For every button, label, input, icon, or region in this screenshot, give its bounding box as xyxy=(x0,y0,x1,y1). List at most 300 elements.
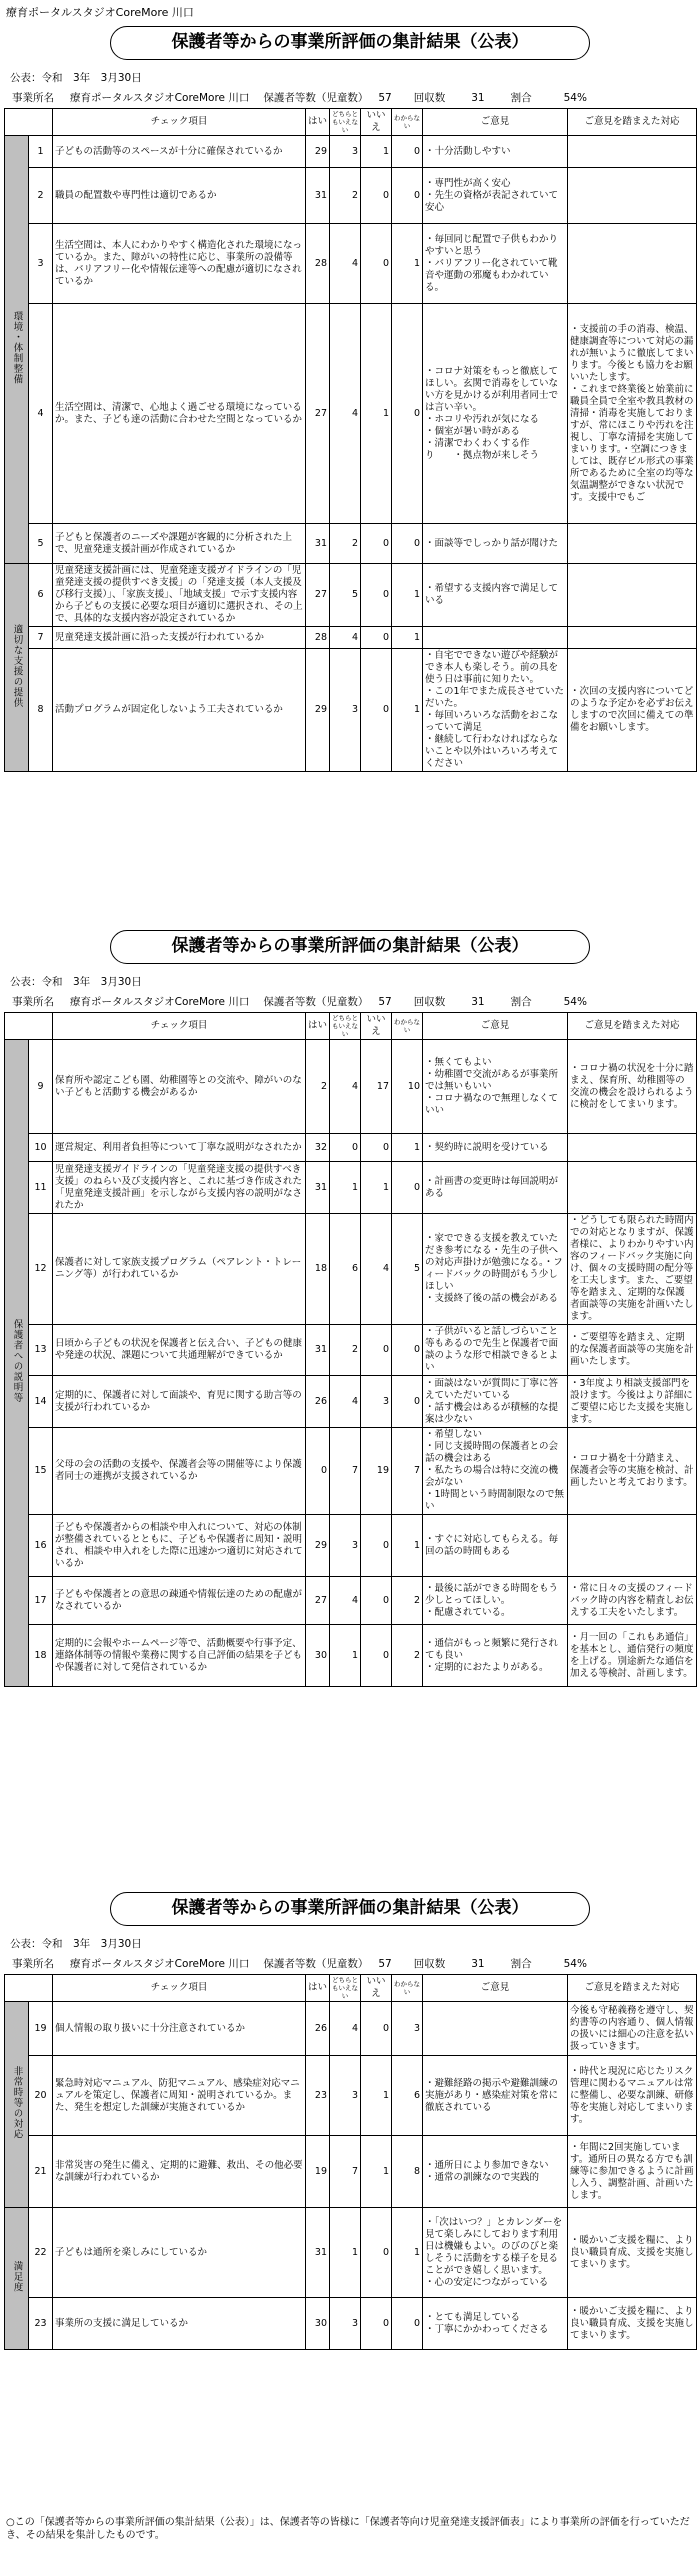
opinion-text: ・「次はいつ？」とカレンダーを見て楽しみにしております利用日は機嫌もよい。のびのびと楽しそうに活動をする様子を見ることができ嬉しく思います。 ・心の安定につながっている xyxy=(425,2216,563,2288)
table-row xyxy=(5,1040,697,1134)
item-number: 1 xyxy=(29,136,53,168)
count-yes: 28 xyxy=(306,627,330,649)
response-cell xyxy=(568,1134,697,1162)
table-row xyxy=(5,304,697,524)
opinion-text: ・とても満足している ・丁寧にかかわってくださる xyxy=(425,2311,549,2335)
opinion-text: ・面談はないが質問に丁寧に答えていただいている ・話す機会はあるが積極的な提案は少ない xyxy=(425,1377,559,1425)
count-unknown: 1 xyxy=(392,649,423,772)
category-label: 保護者への説明等 xyxy=(11,1319,23,1403)
item-number: 5 xyxy=(29,524,53,564)
response-text: ・ご要望等を踏まえ、定期的な保護者面談等の実施を計画いたします。 xyxy=(570,1332,694,1367)
table-row xyxy=(5,1214,697,1325)
category-label: 環境・体制整備 xyxy=(11,310,23,385)
count-no: 0 xyxy=(361,1625,392,1687)
count-unknown: 2 xyxy=(392,1625,423,1687)
table-row xyxy=(5,1428,697,1515)
opinion-cell xyxy=(423,2298,568,2350)
ratio-value: 54% xyxy=(563,996,587,1008)
opinion-cell xyxy=(423,649,568,772)
parents-value: 57 xyxy=(378,92,392,104)
responses-label: 回収数 xyxy=(413,92,446,104)
count-yes: 32 xyxy=(306,1134,330,1162)
opinion-text: ・家でできる支援を教えていただき参考になる・先生の子供への対応声掛けが勉強になる。・フィードバックの時間がもう少しほしい ・支援終了後の話の機会がある xyxy=(425,1233,563,1304)
response-text: ・暖かいご支援を糧に、より良い職員育成、支援を実施してまいります。 xyxy=(570,2234,694,2270)
evaluation-table xyxy=(4,108,697,772)
header-unknown: わからない xyxy=(392,1013,423,1040)
check-item-text: 児童発達支援ガイドラインの「児童発達支援の提供すべき支援」のねらい及び支援内容と、これに基づき作成された「児童発達支援計画」を示しながら支援内容の説明がなされたか xyxy=(53,1162,306,1214)
item-number: 11 xyxy=(29,1162,53,1214)
count-neither: 6 xyxy=(330,1214,361,1325)
header-check-item: チェック項目 xyxy=(53,1013,306,1040)
opinion-text: ・毎回同じ配置で子供もわかりやすいと思う ・バリアフリー化されていて靴音や運動の邪魔もわかれている。 xyxy=(425,233,559,293)
count-yes: 23 xyxy=(306,2056,330,2136)
responses-value: 31 xyxy=(471,1958,485,1970)
header-neither: どちらともいえない xyxy=(330,1975,361,2002)
category-cell xyxy=(5,2208,29,2350)
opinion-cell xyxy=(423,304,568,524)
count-unknown: 1 xyxy=(392,627,423,649)
evaluation-table xyxy=(4,1012,697,1687)
check-item-text: 生活空間は、清潔で、心地よく過ごせる環境になっているか。また、子ども達の活動に合わせた空間となっているか xyxy=(53,304,306,524)
count-neither: 4 xyxy=(330,2002,361,2056)
check-item-text: 生活空間は、本人にわかりやすく構造化された環境になっているか。また、障がいの特性に応じ、事業所の設備等は、バリアフリー化や情報伝達等への配慮が適切になされているか xyxy=(53,224,306,304)
parents-label: 保護者等数（児童数） xyxy=(263,1958,369,1970)
count-unknown: 1 xyxy=(392,1515,423,1577)
publish-date: 公表：令和 3年 3月30日 xyxy=(10,976,142,988)
category-cell xyxy=(5,2002,29,2208)
item-number: 16 xyxy=(29,1515,53,1577)
header-check-item: チェック項目 xyxy=(53,1975,306,2002)
header-response: ご意見を踏まえた対応 xyxy=(568,1975,697,2002)
count-neither: 1 xyxy=(330,1162,361,1214)
table-row xyxy=(5,224,697,304)
check-item-text: 定期的に、保護者に対して面談や、育児に関する助言等の支援が行われているか xyxy=(53,1376,306,1428)
facility-name: 療育ポータルスタジオCoreMore 川口 xyxy=(70,996,250,1008)
count-unknown: 0 xyxy=(392,1376,423,1428)
count-neither: 3 xyxy=(330,2298,361,2350)
response-cell xyxy=(568,1625,697,1687)
opinion-text: ・計画書の変更時は毎回説明がある xyxy=(425,1175,559,1199)
count-neither: 2 xyxy=(330,168,361,224)
category-cell xyxy=(5,136,29,564)
count-no: 1 xyxy=(361,1162,392,1214)
responses-value: 31 xyxy=(471,92,485,104)
check-item-text: 非常災害の発生に備え、定期的に避難、救出、その他必要な訓練が行われているか xyxy=(53,2136,306,2208)
header-blank xyxy=(5,109,53,136)
check-item-text: 緊急時対応マニュアル、防犯マニュアル、感染症対応マニュアルを策定し、保護者に周知・説明されているか。また、発生を想定した訓練が実施されているか xyxy=(53,2056,306,2136)
responses-value: 31 xyxy=(471,996,485,1008)
response-cell xyxy=(568,1376,697,1428)
item-number: 6 xyxy=(29,564,53,627)
opinion-text: ・契約時に説明を受けている xyxy=(425,1141,549,1153)
item-number: 2 xyxy=(29,168,53,224)
count-yes: 26 xyxy=(306,2002,330,2056)
response-cell xyxy=(568,627,697,649)
header-blank xyxy=(5,1975,53,2002)
facility-name: 療育ポータルスタジオCoreMore 川口 xyxy=(70,92,250,104)
header-blank xyxy=(5,1013,53,1040)
opinion-cell xyxy=(423,168,568,224)
item-number: 18 xyxy=(29,1625,53,1687)
count-no: 0 xyxy=(361,2298,392,2350)
category-label: 適切な支援の提供 xyxy=(11,623,23,708)
response-text: ・次回の支援内容についてどのような予定かを必ずお伝えしますので次回に備えての準備をお願いします。 xyxy=(570,686,694,733)
table-row xyxy=(5,2002,697,2056)
header-no: いいえ xyxy=(361,1975,392,2002)
count-neither: 3 xyxy=(330,649,361,772)
response-text: ・3年度より相談支援部門を設けます。今後はより詳細にご要望に応じた支援を実施します。 xyxy=(570,1377,694,1425)
check-item-text: 子どもや保護者との意思の疎通や情報伝達のための配慮がなされているか xyxy=(53,1577,306,1625)
check-item-text: 子どもの活動等のスペースが十分に確保されているか xyxy=(53,136,306,168)
header-neither: どちらともいえない xyxy=(330,109,361,136)
header-row xyxy=(5,1013,697,1040)
facility-meta-row xyxy=(12,1956,587,1971)
table-row xyxy=(5,1162,697,1214)
count-neither: 4 xyxy=(330,1577,361,1625)
count-no: 1 xyxy=(361,304,392,524)
count-no: 19 xyxy=(361,1428,392,1515)
opinion-text: ・通所日により参加できない ・通常の訓練なので実践的 xyxy=(425,2159,549,2183)
count-yes: 29 xyxy=(306,136,330,168)
header-check-item: チェック項目 xyxy=(53,109,306,136)
opinion-text: ・希望しない ・同じ支援時間の保護者との会話の機会はある ・私たちの場合は特に交流の機会がない ・1時間という時間制限なので無い xyxy=(425,1429,565,1512)
opinion-text: ・自宅でできない遊びや経験ができ本人も楽しそう。前の具を使う日は事前に知りたい。 ・この1年でまた成長させていただいた。 ・毎回いろいろな活動をおこなっていて満足 ・継続して行わなければならないことや以外はいろいろ考えてください xyxy=(425,650,565,769)
header-opinion: ご意見 xyxy=(423,1975,568,2002)
count-neither: 2 xyxy=(330,524,361,564)
facility-label: 事業所名 xyxy=(12,92,54,104)
item-number: 9 xyxy=(29,1040,53,1134)
header-opinion: ご意見 xyxy=(423,1013,568,1040)
item-number: 7 xyxy=(29,627,53,649)
response-cell xyxy=(568,1040,697,1134)
count-neither: 4 xyxy=(330,224,361,304)
response-text: ・コロナ禍の状況を十分に踏まえ、保育所、幼稚園等の交流の機会を設けられるように検討をしてまいります。 xyxy=(570,1062,694,1110)
table-row xyxy=(5,1625,697,1687)
ratio-value: 54% xyxy=(563,92,587,104)
table-row xyxy=(5,649,697,772)
check-item-text: 活動プログラムが固定化しないよう工夫されているか xyxy=(53,649,306,772)
opinion-cell xyxy=(423,2056,568,2136)
item-number: 4 xyxy=(29,304,53,524)
response-cell xyxy=(568,224,697,304)
opinion-text: ・コロナ対策をもっと徹底してほしい。玄関で消毒をしていない方を見かけるが利用者同士では言い辛い。 ・ホコリや汚れが気になる ・個室が暑い時がある ・清潔でわくわくする作り ・拠点物が来しそう xyxy=(425,365,559,461)
header-org-line: 療育ポータルスタジオCoreMore 川口 xyxy=(6,6,194,19)
responses-label: 回収数 xyxy=(413,996,446,1008)
count-unknown: 1 xyxy=(392,564,423,627)
opinion-cell xyxy=(423,2136,568,2208)
opinion-text: ・子供がいると話しづらいこと等もあるので先生と保護者で面談のような形で相談できるとよい xyxy=(425,1326,559,1373)
count-unknown: 0 xyxy=(392,168,423,224)
check-item-text: 個人情報の取り扱いに十分注意されているか xyxy=(53,2002,306,2056)
opinion-cell xyxy=(423,1162,568,1214)
opinion-cell xyxy=(423,1325,568,1376)
count-no: 1 xyxy=(361,2136,392,2208)
header-no: いいえ xyxy=(361,109,392,136)
count-yes: 31 xyxy=(306,1325,330,1376)
response-cell xyxy=(568,1214,697,1325)
response-text: ・時代と現況に応じたリスク管理に関わるマニュアルは常に整備し、必要な訓練、研修等を実施し対応してまいります。 xyxy=(570,2065,694,2125)
table-row xyxy=(5,168,697,224)
table-row xyxy=(5,2298,697,2350)
parents-value: 57 xyxy=(378,996,392,1008)
check-item-text: 父母の会の活動の支援や、保護者会等の開催等により保護者同士の連携が支援されているか xyxy=(53,1428,306,1515)
item-number: 19 xyxy=(29,2002,53,2056)
count-yes: 31 xyxy=(306,168,330,224)
count-yes: 29 xyxy=(306,649,330,772)
count-unknown: 0 xyxy=(392,1162,423,1214)
table-row xyxy=(5,2208,697,2298)
count-neither: 3 xyxy=(330,2056,361,2136)
opinion-text: ・専門性が高く安心 ・先生の資格が表記されていて安心 xyxy=(425,177,559,213)
count-neither: 3 xyxy=(330,136,361,168)
count-unknown: 0 xyxy=(392,2298,423,2350)
table-row xyxy=(5,1325,697,1376)
ratio-label: 割合 xyxy=(510,92,532,104)
opinion-cell xyxy=(423,524,568,564)
count-neither: 4 xyxy=(330,627,361,649)
header-neither: どちらともいえない xyxy=(330,1013,361,1040)
category-cell xyxy=(5,564,29,772)
facility-meta-row xyxy=(12,90,587,105)
count-yes: 18 xyxy=(306,1214,330,1325)
ratio-value: 54% xyxy=(563,1958,587,1970)
category-cell xyxy=(5,1040,29,1687)
parents-label: 保護者等数（児童数） xyxy=(263,996,369,1008)
count-no: 0 xyxy=(361,1325,392,1376)
item-number: 22 xyxy=(29,2208,53,2298)
item-number: 21 xyxy=(29,2136,53,2208)
response-cell xyxy=(568,1577,697,1625)
ratio-label: 割合 xyxy=(510,996,532,1008)
count-unknown: 1 xyxy=(392,224,423,304)
response-cell xyxy=(568,1325,697,1376)
publish-date: 公表：令和 3年 3月30日 xyxy=(10,1938,142,1950)
count-unknown: 1 xyxy=(392,2208,423,2298)
count-no: 0 xyxy=(361,1515,392,1577)
header-yes: はい xyxy=(306,109,330,136)
response-text: ・月一回の「これもあ通信」を基本とし、通信発行の頻度を上げる。別途新たな通信を加える等検討、計画します。 xyxy=(570,1631,694,1679)
header-row xyxy=(5,1975,697,2002)
count-neither: 5 xyxy=(330,564,361,627)
check-item-text: 日頃から子どもの状況を保護者と伝え合い、子どもの健康や発達の状況、課題について共通理解ができているか xyxy=(53,1325,306,1376)
category-label: 非常時等の対応 xyxy=(11,2065,23,2140)
facility-name: 療育ポータルスタジオCoreMore 川口 xyxy=(70,1958,250,1970)
table-row xyxy=(5,1515,697,1577)
header-no: いいえ xyxy=(361,1013,392,1040)
ratio-label: 割合 xyxy=(510,1958,532,1970)
response-text: ・常に日々の支援のフィードバック時の内容を精査しお伝えする工夫をいたします。 xyxy=(570,1582,694,1618)
opinion-text: ・通信がもっと頻繁に発行されても良い ・定期的におたよりがある。 xyxy=(425,1637,559,1673)
count-yes: 0 xyxy=(306,1428,330,1515)
count-unknown: 2 xyxy=(392,1577,423,1625)
count-no: 17 xyxy=(361,1040,392,1134)
count-yes: 30 xyxy=(306,2298,330,2350)
count-neither: 3 xyxy=(330,1515,361,1577)
count-no: 0 xyxy=(361,168,392,224)
response-cell xyxy=(568,1428,697,1515)
opinion-cell xyxy=(423,1214,568,1325)
category-label: 満足度 xyxy=(11,2260,23,2293)
count-neither: 4 xyxy=(330,1376,361,1428)
count-neither: 7 xyxy=(330,1428,361,1515)
response-cell xyxy=(568,2002,697,2056)
count-yes: 31 xyxy=(306,2208,330,2298)
response-cell xyxy=(568,2136,697,2208)
facility-label: 事業所名 xyxy=(12,1958,54,1970)
item-number: 3 xyxy=(29,224,53,304)
opinion-text: ・最後に話ができる時間をもう少しとってほしい。 ・配慮されている。 xyxy=(425,1582,559,1618)
check-item-text: 児童発達支援計画に沿った支援が行われているか xyxy=(53,627,306,649)
header-yes: はい xyxy=(306,1013,330,1040)
count-yes: 27 xyxy=(306,304,330,524)
count-yes: 27 xyxy=(306,1577,330,1625)
table-row xyxy=(5,627,697,649)
count-yes: 31 xyxy=(306,1162,330,1214)
check-item-text: 運営規定、利用者負担等について丁寧な説明がなされたか xyxy=(53,1134,306,1162)
item-number: 17 xyxy=(29,1577,53,1625)
count-no: 0 xyxy=(361,1577,392,1625)
response-cell xyxy=(568,2056,697,2136)
check-item-text: 保育所や認定こども園、幼稚園等との交流や、障がいのない子どもと活動する機会があるか xyxy=(53,1040,306,1134)
opinion-cell xyxy=(423,1040,568,1134)
opinion-cell xyxy=(423,136,568,168)
count-no: 0 xyxy=(361,2002,392,2056)
count-unknown: 8 xyxy=(392,2136,423,2208)
footnote: ○この「保護者等からの事業所評価の集計結果（公表）」は、保護者等の皆様に「保護者等向け児童発達支援評価表」により事業所の評価を行っていただき、その結果を集計したものです。 xyxy=(6,2517,690,2541)
count-unknown: 10 xyxy=(392,1040,423,1134)
count-yes: 28 xyxy=(306,224,330,304)
count-no: 0 xyxy=(361,524,392,564)
count-no: 0 xyxy=(361,627,392,649)
count-yes: 26 xyxy=(306,1376,330,1428)
count-unknown: 0 xyxy=(392,304,423,524)
count-yes: 29 xyxy=(306,1515,330,1577)
opinion-cell xyxy=(423,564,568,627)
response-cell xyxy=(568,649,697,772)
count-neither: 1 xyxy=(330,1625,361,1687)
item-number: 8 xyxy=(29,649,53,772)
section-title: 保護者等からの事業所評価の集計結果（公表） xyxy=(110,930,590,964)
count-yes: 19 xyxy=(306,2136,330,2208)
count-unknown: 1 xyxy=(392,1134,423,1162)
parents-label: 保護者等数（児童数） xyxy=(263,92,369,104)
count-unknown: 7 xyxy=(392,1428,423,1515)
table-row xyxy=(5,2056,697,2136)
check-item-text: 子どもや保護者からの相談や申入れについて、対応の体制が整備されているとともに、子どもや保護者に周知・説明され、相談や申入れをした際に迅速かつ適切に対応されているか xyxy=(53,1515,306,1577)
opinion-cell xyxy=(423,1577,568,1625)
opinion-cell xyxy=(423,1134,568,1162)
count-neither: 4 xyxy=(330,1040,361,1134)
table-row xyxy=(5,564,697,627)
count-unknown: 6 xyxy=(392,2056,423,2136)
count-no: 1 xyxy=(361,136,392,168)
check-item-text: 児童発達支援計画には、児童発達支援ガイドラインの「児童発達支援の提供すべき支援」の「発達支援（本人支援及び移行支援）」、「家族支援」、「地域支援」で示す支援内容から子どもの支援に必要な項目が適切に選択され、その上で、具体的な支援内容が設定されているか xyxy=(53,564,306,627)
check-item-text: 事業所の支援に満足しているか xyxy=(53,2298,306,2350)
check-item-text: 子どもと保護者のニーズや課題が客観的に分析された上で、児童発達支援計画が作成されているか xyxy=(53,524,306,564)
response-text: ・支援前の手の消毒、検温、健康調査等について対応の漏れが無いように徹底してまいります。今後とも協力をお願いいたします。 ・これまで終業後と始業前に職員全員で全室や教具教材の清掃・消毒を実施しておりますが、常にほこりや汚れを注視し、丁寧な清掃を実施してまいります。・空調につきましては、既存ビル形式の事業所であるために全室の均等な気温調整ができない状況です。支援中でもご xyxy=(570,323,694,503)
item-number: 15 xyxy=(29,1428,53,1515)
item-number: 14 xyxy=(29,1376,53,1428)
check-item-text: 定期的に会報やホームページ等で、活動概要や行事予定、連絡体制等の情報や業務に関する自己評価の結果を子どもや保護者に対して発信されているか xyxy=(53,1625,306,1687)
count-neither: 7 xyxy=(330,2136,361,2208)
count-neither: 2 xyxy=(330,1325,361,1376)
response-text: ・どうしても限られた時間内での対応となりますが、保護者様に、よりわかりやすい内容のフィードバック実施に向け、個々の支援時間の配分等を工夫します。また、ご要望等を踏まえ、定期的な保護者面談等の実施を計画いたします。 xyxy=(570,1215,694,1322)
response-cell xyxy=(568,524,697,564)
check-item-text: 子どもは通所を楽しみにしているか xyxy=(53,2208,306,2298)
opinion-cell xyxy=(423,2002,568,2056)
opinion-cell xyxy=(423,1625,568,1687)
opinion-text: ・無くてもよい ・幼稚園で交流があるが事業所では無いもいい ・コロナ禍なので無理しなくていい xyxy=(425,1056,559,1116)
opinion-text: ・面談等でしっかり話が聞けた xyxy=(425,537,559,549)
response-cell xyxy=(568,136,697,168)
response-cell xyxy=(568,1515,697,1577)
response-text: ・年間に2回実施しています。通所日の異なる方でも訓練等に参加できるように計画し入う、調整計画、計画いたします。 xyxy=(570,2141,694,2201)
opinion-cell xyxy=(423,1515,568,1577)
opinion-text: ・避難経路の掲示や避難訓練の実施があり・感染症対策を常に徹底されている xyxy=(425,2077,559,2113)
count-no: 0 xyxy=(361,2208,392,2298)
response-text: ・暖かいご支援を糧に、より良い職員育成、支援を実施してまいります。 xyxy=(570,2305,694,2341)
item-number: 23 xyxy=(29,2298,53,2350)
opinion-cell xyxy=(423,627,568,649)
count-no: 0 xyxy=(361,649,392,772)
opinion-cell xyxy=(423,1428,568,1515)
response-cell xyxy=(568,304,697,524)
table-row xyxy=(5,1134,697,1162)
item-number: 20 xyxy=(29,2056,53,2136)
parents-value: 57 xyxy=(378,1958,392,1970)
count-yes: 31 xyxy=(306,524,330,564)
table-row xyxy=(5,2136,697,2208)
count-unknown: 0 xyxy=(392,136,423,168)
header-response: ご意見を踏まえた対応 xyxy=(568,1013,697,1040)
count-unknown: 3 xyxy=(392,2002,423,2056)
publish-date: 公表：令和 3年 3月30日 xyxy=(10,72,142,84)
opinion-cell xyxy=(423,2208,568,2298)
section-title: 保護者等からの事業所評価の集計結果（公表） xyxy=(110,26,590,60)
item-number: 10 xyxy=(29,1134,53,1162)
count-neither: 4 xyxy=(330,304,361,524)
count-no: 3 xyxy=(361,1376,392,1428)
header-unknown: わからない xyxy=(392,1975,423,2002)
table-row xyxy=(5,524,697,564)
response-text: ・コロナ禍を十分踏まえ、保護者会等の実施を検討、計画したいと考えております。 xyxy=(570,1453,694,1488)
count-neither: 0 xyxy=(330,1134,361,1162)
facility-meta-row xyxy=(12,994,587,1009)
count-yes: 2 xyxy=(306,1040,330,1134)
header-yes: はい xyxy=(306,1975,330,2002)
response-cell xyxy=(568,564,697,627)
check-item-text: 職員の配置数や専門性は適切であるか xyxy=(53,168,306,224)
response-cell xyxy=(568,2298,697,2350)
count-unknown: 0 xyxy=(392,1325,423,1376)
count-no: 0 xyxy=(361,224,392,304)
section-title: 保護者等からの事業所評価の集計結果（公表） xyxy=(110,1892,590,1926)
table-row xyxy=(5,136,697,168)
count-no: 0 xyxy=(361,564,392,627)
count-no: 1 xyxy=(361,2056,392,2136)
responses-label: 回収数 xyxy=(413,1958,446,1970)
table-row xyxy=(5,1577,697,1625)
count-yes: 30 xyxy=(306,1625,330,1687)
evaluation-table xyxy=(4,1974,697,2350)
count-no: 4 xyxy=(361,1214,392,1325)
check-item-text: 保護者に対して家族支援プログラム（ペアレント・トレーニング等）が行われているか xyxy=(53,1214,306,1325)
count-neither: 1 xyxy=(330,2208,361,2298)
item-number: 13 xyxy=(29,1325,53,1376)
response-cell xyxy=(568,1162,697,1214)
count-unknown: 5 xyxy=(392,1214,423,1325)
header-response: ご意見を踏まえた対応 xyxy=(568,109,697,136)
